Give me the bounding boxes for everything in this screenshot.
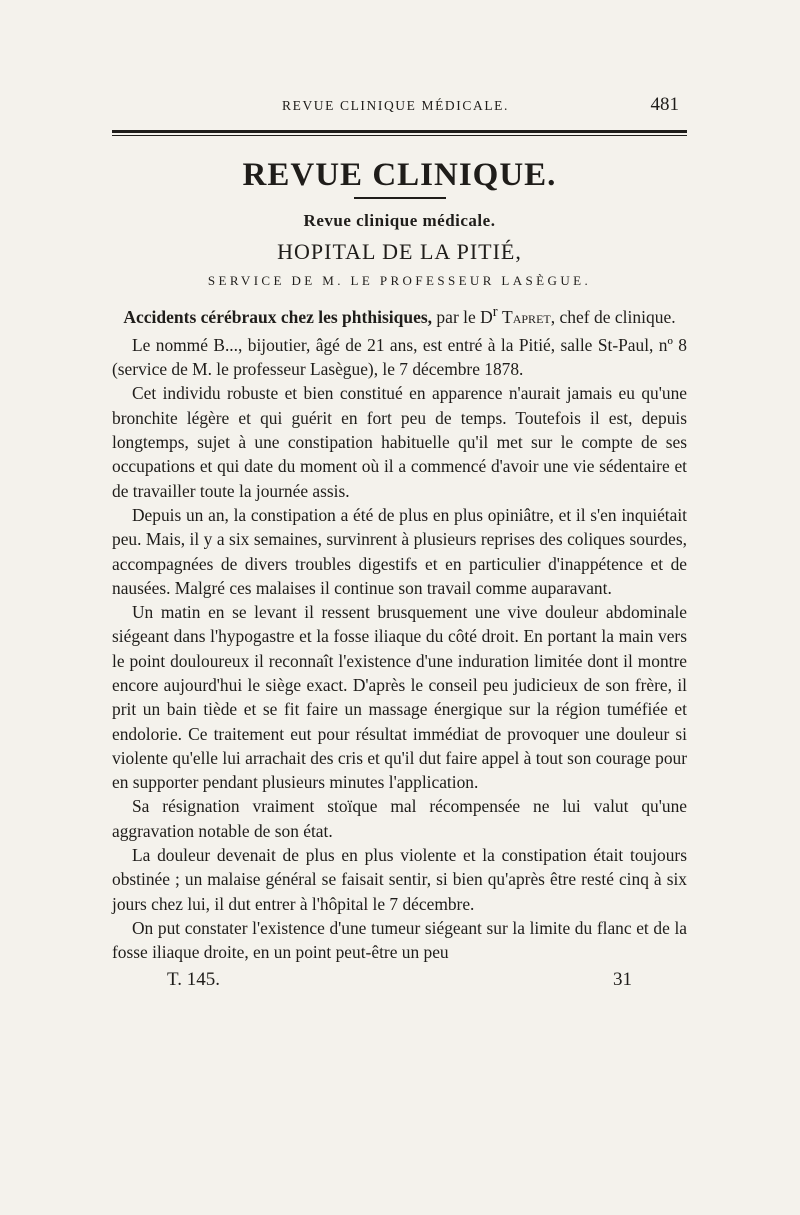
page-number: 481 [650,94,679,115]
section-title: REVUE CLINIQUE. [242,157,557,193]
signature-number: 31 [613,968,632,990]
paragraph: Un matin en se levant il ressent brusquement une vive douleur abdominale siégeant dans l'hypogastre et la fosse iliaque du côté droit. En portant la main vers le point douloureux il reconnaît l'existence d'une induration limitée dont il montre encore aujourd'hui le siège exact. D'après le conseil peu judicieux de son frère, il prit un bain tiède et se fit faire un massage énergique sur la région tuméfiée et endolorie. Ce traitement eut pour résultat immédiat de provoquer une douleur si violente qu'elle lui arrachait des cris et qu'il dut faire appel à tout son courage pour en supporter pendant plusieurs minutes l'application. [112,602,687,793]
paragraph: Le nommé B..., bijoutier, âgé de 21 ans, est entré à la Pitié, salle St-Paul, nº 8 (service de M. le professeur Lasègue), le 7 décembre 1878. [112,334,687,380]
article-title [112,301,687,329]
page-footer [112,969,687,999]
paragraph: On put constater l'existence d'une tumeur siégeant sur la limite du flanc et de la fosse iliaque droite, en un point peut-être un peu [112,917,687,963]
paragraph: La douleur devenait de plus en plus violente et la constipation était toujours obstinée ; un malaise général se faisait sentir, si bien qu'après être resté cinq à six jours chez lui, il dut entrer à l'hôpital le 7 décembre. [112,845,687,914]
paragraph: Cet individu robuste et bien constitué en apparence n'aurait jamais eu qu'une bronchite légère et qui guérit en fort peu de temps. Toutefois il est, depuis longtemps, sujet à une constipation habituelle qu'il met sur le compte de ses occupations et qui date du moment où il a commencé d'avoir une vie sédentaire et de travailler toute la journée assis. [112,383,687,501]
header-double-rule [112,130,687,136]
title-rule [354,197,446,199]
book-page [112,92,687,999]
article-author: Tapret [502,306,551,327]
article-title-by: par le D [436,306,493,327]
body-text [112,333,687,965]
subsection-title: Revue clinique médicale. [303,211,496,230]
paragraph: Depuis un an, la constipation a été de plus en plus opiniâtre, et il s'en inquiétait peu. Mais, il y a six semaines, survinrent à plusieurs reprises des coliques sourdes, accompagnées de divers troubles digestifs et en particulier d'inappétence et de nausées. Malgré ces malaises il continue son travail comme auparavant. [112,504,687,598]
article-title-by-sup: r [492,304,498,320]
paragraph: Sa résignation vraiment stoïque mal récompensée ne lui valut qu'une aggravation notable de son état. [112,796,687,841]
article-title-main: Accidents cérébraux chez les phthisiques, [123,306,433,327]
tome-label: T. 145. [167,968,220,990]
service-line: SERVICE DE M. LE PROFESSEUR LASÈGUE. [207,273,592,288]
running-head [112,92,687,126]
running-title: REVUE CLINIQUE MÉDICALE. [282,98,509,113]
hospital-name: HOPITAL DE LA PITIÉ, [277,239,522,264]
article-author-role: , chef de clinique. [550,306,676,327]
